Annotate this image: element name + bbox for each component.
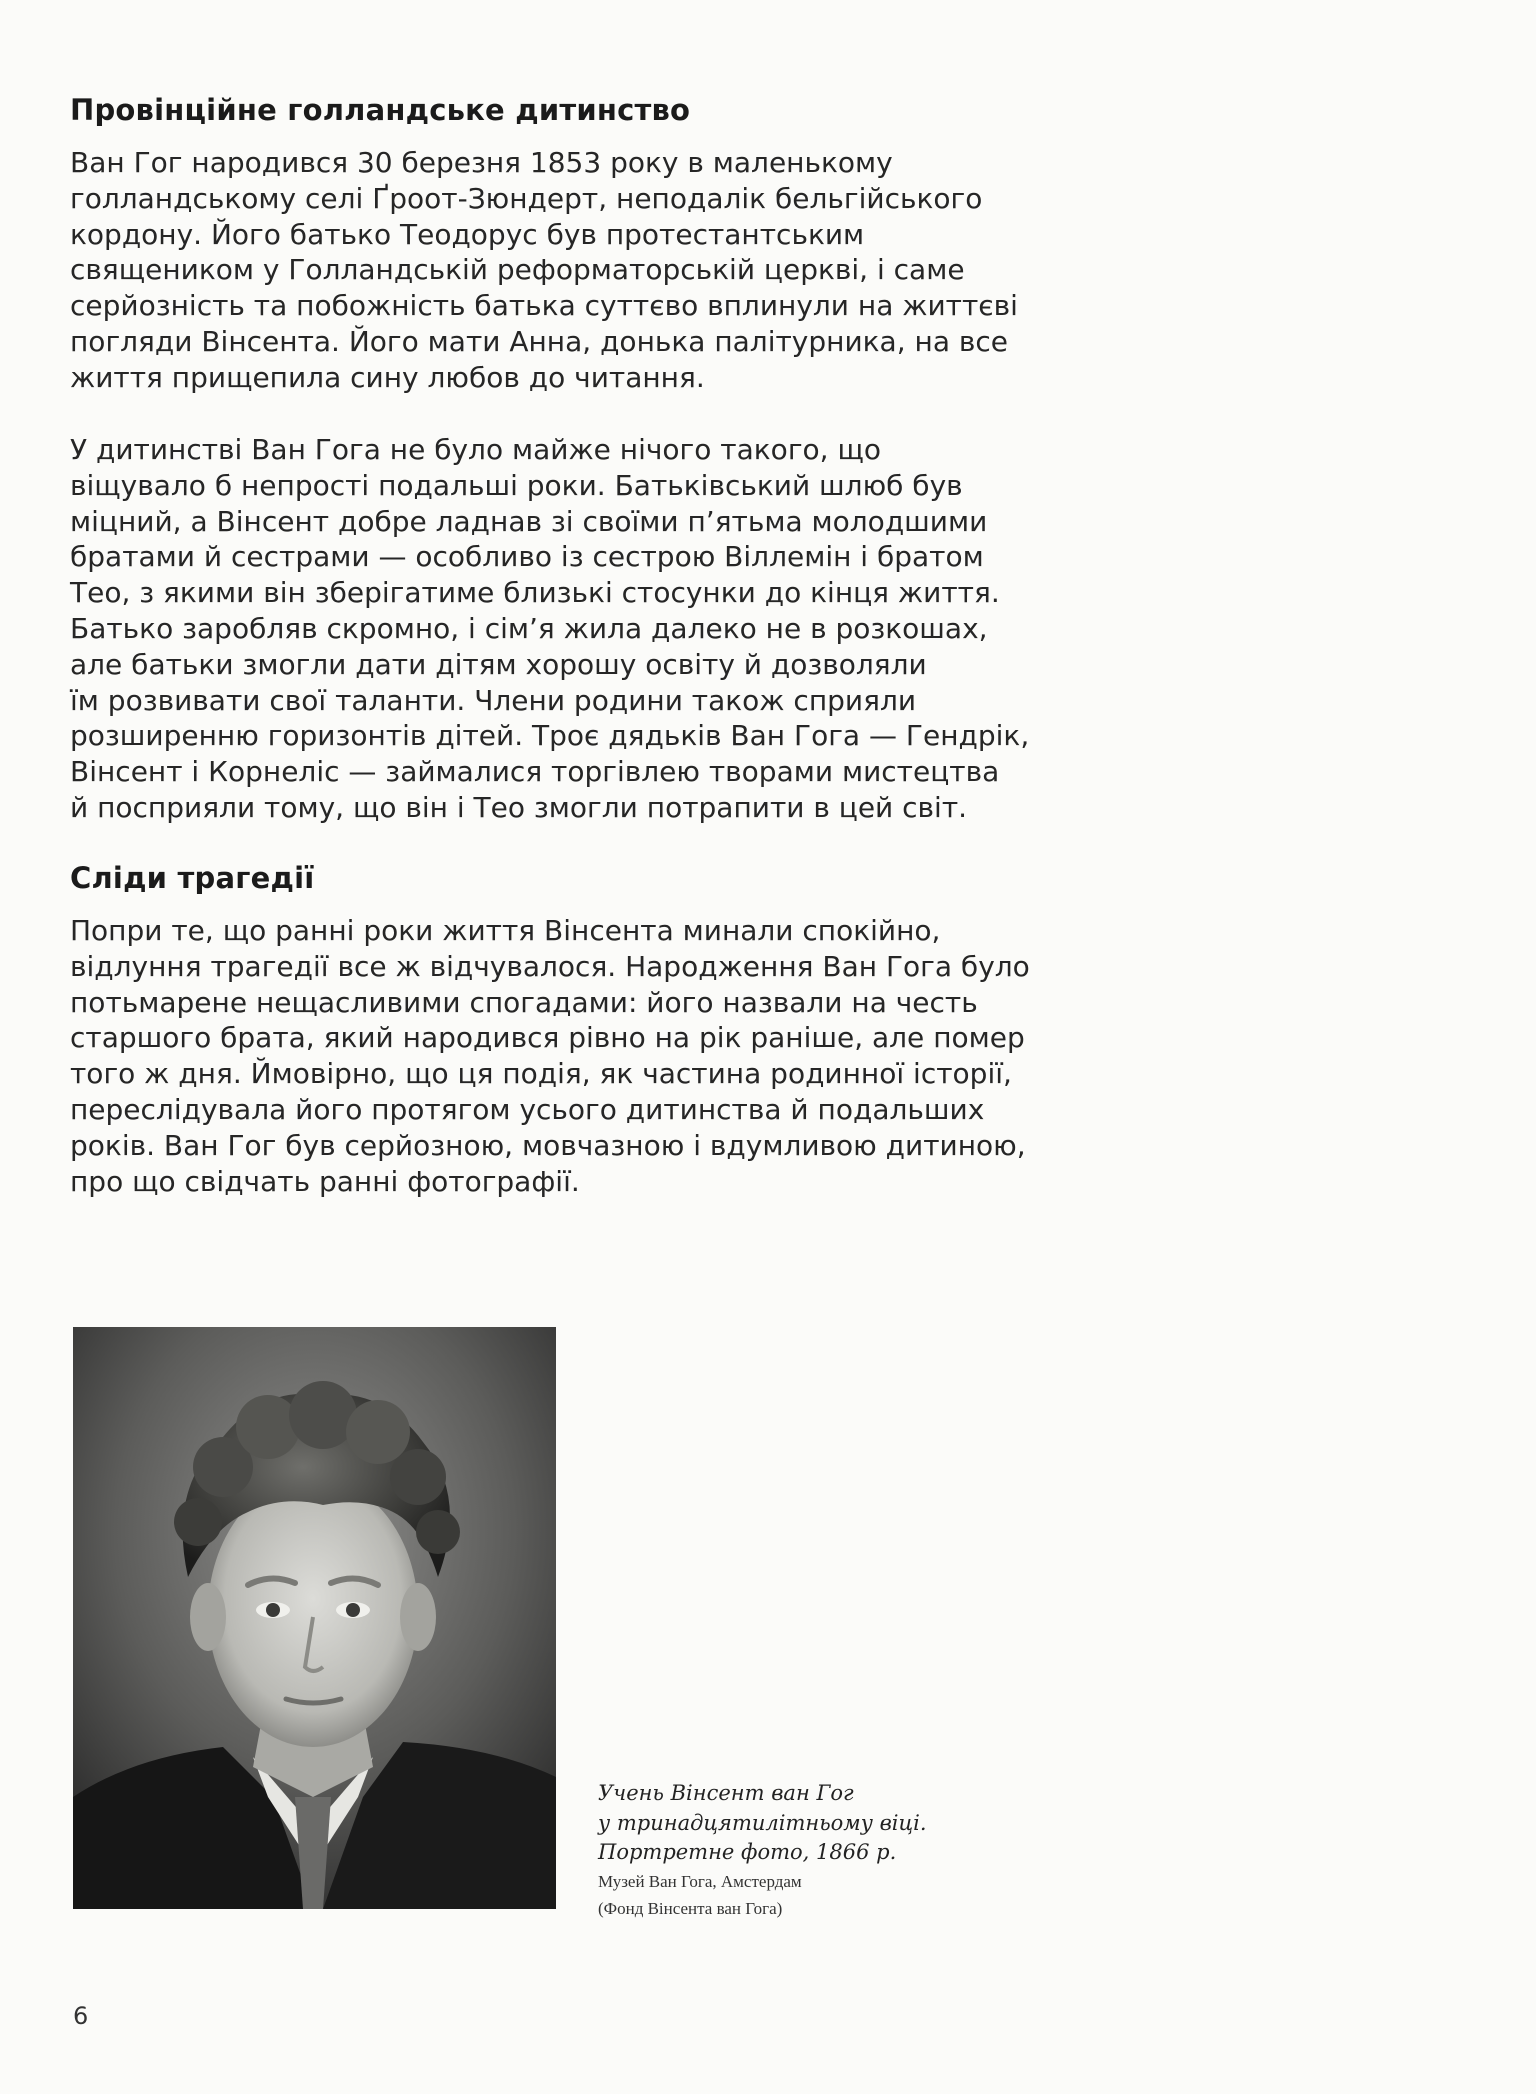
- caption-line: Портретне фото, 1866 р.: [598, 1840, 897, 1864]
- text-line: Попри те, що ранні роки життя Вінсента минали спокійно,: [70, 914, 941, 947]
- photo-caption: [598, 1779, 1018, 1922]
- text-line: голландському селі Ґроот-Зюндерт, неподалік бельгійського: [70, 181, 983, 215]
- text-line: священиком у Голландській реформаторській церкві, і саме: [70, 253, 965, 287]
- text-line: потьмарене нещасливими спогадами: його назвали на честь: [70, 985, 978, 1019]
- text-line: Вінсент і Корнеліс — займалися торгівлею творами мистецтва: [70, 755, 1000, 789]
- text-line: братами й сестрами — особливо із сестрою Віллемін і братом: [70, 540, 984, 574]
- text-line: міцний, а Вінсент добре ладнав зі своїми п’ятьма молодшими: [70, 504, 988, 538]
- text-line: років. Ван Гог був серйозною, мовчазною і вдумливою дитиною,: [70, 1128, 1026, 1162]
- text-line: серйозність та побожність батька суттєво вплинули на життєві: [70, 289, 1018, 323]
- text-line: того ж дня. Ймовірно, що ця подія, як частина родинної історії,: [70, 1057, 1012, 1091]
- section-heading-tragedy: Сліди трагедії: [70, 861, 315, 895]
- portrait-illustration: [73, 1327, 556, 1909]
- text-line: розширенню горизонтів дітей. Троє дядьків Ван Гога — Гендрік,: [70, 719, 1030, 753]
- text-line: У дитинстві Ван Гога не було майже нічого такого, що: [70, 433, 881, 466]
- text-line: але батьки змогли дати дітям хорошу освіту й дозволяли: [70, 647, 927, 681]
- text-line: погляди Вінсента. Його мати Анна, донька палітурника, на все: [70, 324, 1008, 358]
- paragraph-tragedy-1: [70, 913, 1030, 1199]
- text-line: Батько заробляв скромно, і сім’я жила далеко не в розкошах,: [70, 611, 988, 645]
- caption-credit: (Фонд Вінсента ван Гога): [598, 1898, 783, 1918]
- caption-credit: Музей Ван Гога, Амстердам: [598, 1871, 802, 1891]
- paragraph-childhood-1: [70, 145, 1018, 396]
- text-line: кордону. Його батько Теодорус був протестантським: [70, 217, 865, 251]
- caption-line: у тринадцятилітньому віці.: [598, 1810, 927, 1835]
- text-line: старшого брата, який народився рівно на рік раніше, але помер: [70, 1021, 1025, 1055]
- text-line: про що свідчать ранні фотографії.: [70, 1164, 580, 1198]
- text-line: відлуння трагедії все ж відчувалося. Народження Ван Гога було: [70, 949, 1030, 983]
- caption-line: Учень Вінсент ван Гог: [598, 1781, 854, 1805]
- text-line: Тео, з якими він зберігатиме близькі стосунки до кінця життя.: [70, 576, 1000, 610]
- portrait-photo: [73, 1327, 556, 1909]
- text-line: переслідувала його протягом усього дитинства й подальших: [70, 1092, 985, 1126]
- text-line: віщувало б непрості подальші роки. Батьківський шлюб був: [70, 468, 963, 502]
- text-line: Ван Гог народився 30 березня 1853 року в маленькому: [70, 146, 893, 179]
- text-line: й посприяли тому, що він і Тео змогли потрапити в цей світ.: [70, 790, 968, 824]
- page-number: 6: [73, 2002, 89, 2030]
- text-line: життя прищепила сину любов до читання.: [70, 360, 705, 394]
- section-heading-childhood: Провінційне голландське дитинство: [70, 93, 691, 127]
- paragraph-childhood-2: [70, 432, 1029, 826]
- text-line: їм розвивати свої таланти. Члени родини також сприяли: [70, 683, 917, 717]
